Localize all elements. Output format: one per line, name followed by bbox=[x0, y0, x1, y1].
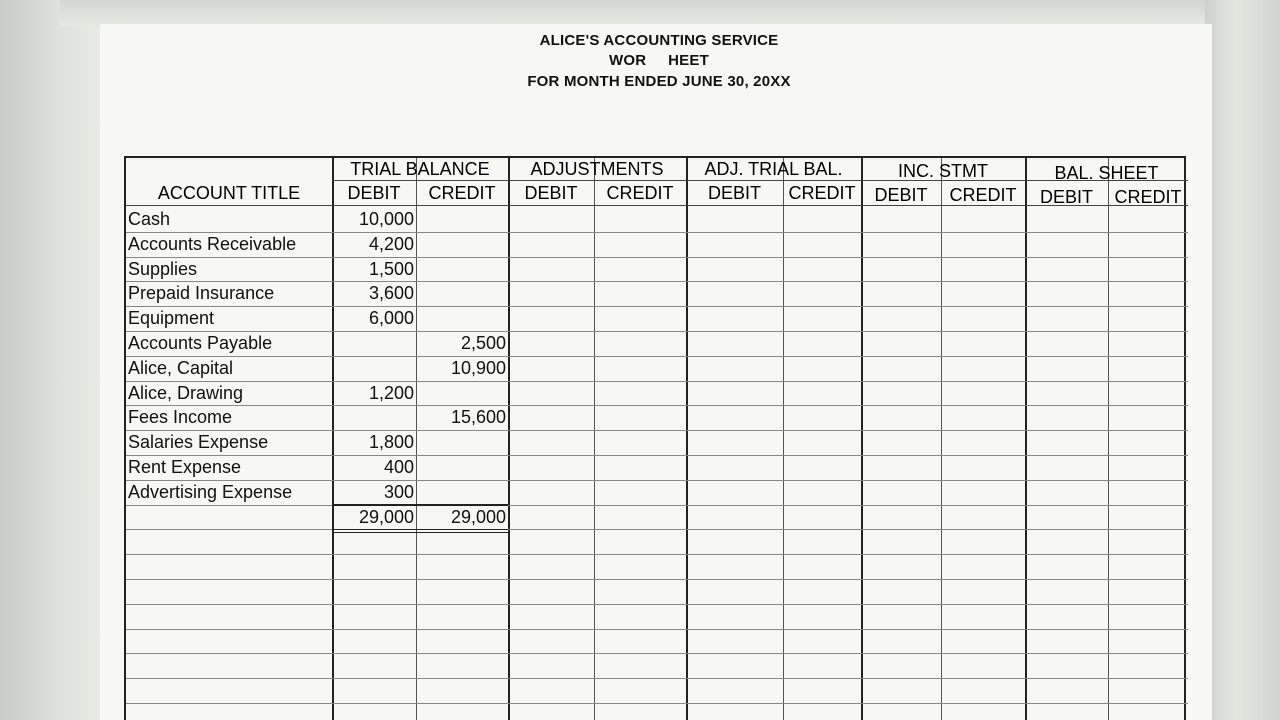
group-bal-sheet: BAL. SHEET bbox=[1054, 163, 1159, 183]
divider-atb-is bbox=[861, 158, 863, 720]
is-credit-header: CREDIT bbox=[949, 185, 1017, 205]
total-double-rule bbox=[332, 529, 508, 533]
row-line bbox=[126, 529, 1188, 530]
row-line bbox=[126, 678, 1188, 679]
account-title: Accounts Payable bbox=[128, 333, 273, 353]
company-name: ALICE'S ACCOUNTING SERVICE bbox=[539, 32, 779, 49]
account-title-header: ACCOUNT TITLE bbox=[157, 183, 301, 203]
divider-bs bbox=[1108, 158, 1109, 720]
tb-debit-value: 1,200 bbox=[368, 382, 414, 403]
account-title: Equipment bbox=[128, 308, 215, 329]
account-title: Salaries Expense bbox=[128, 432, 269, 453]
group-trial-balance: TRIAL BALANCE bbox=[350, 159, 490, 179]
divider-is bbox=[941, 158, 942, 720]
group-inc-stmt: INC. STMT bbox=[898, 161, 988, 181]
tb-debit-value: 3,600 bbox=[368, 283, 414, 304]
bs-debit-header: DEBIT bbox=[1039, 187, 1093, 207]
worksheet-title: WOR HEET bbox=[609, 52, 709, 69]
atb-debit-header: DEBIT bbox=[707, 183, 761, 203]
account-title: Cash bbox=[128, 209, 171, 229]
row-line bbox=[126, 653, 1188, 654]
tb-debit-value: 1,800 bbox=[368, 432, 414, 453]
tb-credit-value: 2,500 bbox=[460, 333, 506, 353]
group-adjustments: ADJUSTMENTS bbox=[530, 159, 664, 179]
account-title: Alice, Capital bbox=[128, 357, 234, 378]
adj-credit-header: CREDIT bbox=[606, 183, 674, 203]
tb-debit-value: 1,500 bbox=[368, 258, 414, 279]
tb-debit-value: 6,000 bbox=[368, 308, 414, 329]
tb-credit-total: 29,000 bbox=[450, 506, 506, 527]
row-line bbox=[126, 703, 1188, 704]
divider-adj-atb bbox=[686, 158, 688, 720]
account-title: Fees Income bbox=[128, 407, 233, 428]
divider-adj bbox=[594, 158, 595, 720]
divider-tb-adj bbox=[508, 158, 510, 720]
worksheet-period: FOR MONTH ENDED JUNE 30, 20XX bbox=[527, 73, 791, 90]
background-left bbox=[0, 0, 100, 720]
account-title: Alice, Drawing bbox=[128, 382, 244, 403]
background-right bbox=[1205, 0, 1280, 720]
divider-atb bbox=[783, 158, 784, 720]
row-line bbox=[126, 579, 1188, 580]
tb-debit-header: DEBIT bbox=[347, 183, 401, 203]
row-line bbox=[126, 629, 1188, 630]
background-top bbox=[60, 0, 1220, 26]
tb-debit-value: 300 bbox=[383, 481, 414, 502]
tb-credit-value: 10,900 bbox=[450, 357, 506, 378]
tb-credit-header: CREDIT bbox=[428, 183, 496, 203]
account-title: Prepaid Insurance bbox=[128, 283, 275, 304]
bs-credit-header: CREDIT bbox=[1114, 187, 1182, 207]
tb-debit-value: 4,200 bbox=[368, 233, 414, 254]
group-adj-trial-bal: ADJ. TRIAL BAL. bbox=[704, 159, 843, 179]
row-line bbox=[126, 554, 1188, 555]
divider-tb bbox=[416, 158, 417, 720]
account-title: Advertising Expense bbox=[128, 481, 293, 502]
atb-credit-header: CREDIT bbox=[788, 183, 856, 203]
account-title: Supplies bbox=[128, 258, 198, 279]
adj-debit-header: DEBIT bbox=[524, 183, 578, 203]
tb-debit-value: 400 bbox=[383, 457, 414, 477]
account-title: Rent Expense bbox=[128, 457, 242, 477]
row-line bbox=[126, 505, 1188, 506]
row-line bbox=[126, 604, 1188, 605]
divider-is-bs bbox=[1025, 158, 1027, 720]
tb-credit-value: 15,600 bbox=[450, 407, 506, 428]
tb-debit-value: 10,000 bbox=[358, 209, 414, 229]
tb-debit-total: 29,000 bbox=[358, 506, 414, 527]
is-debit-header: DEBIT bbox=[874, 185, 928, 205]
account-title: Accounts Receivable bbox=[128, 233, 297, 254]
worksheet-grid bbox=[124, 156, 1186, 720]
